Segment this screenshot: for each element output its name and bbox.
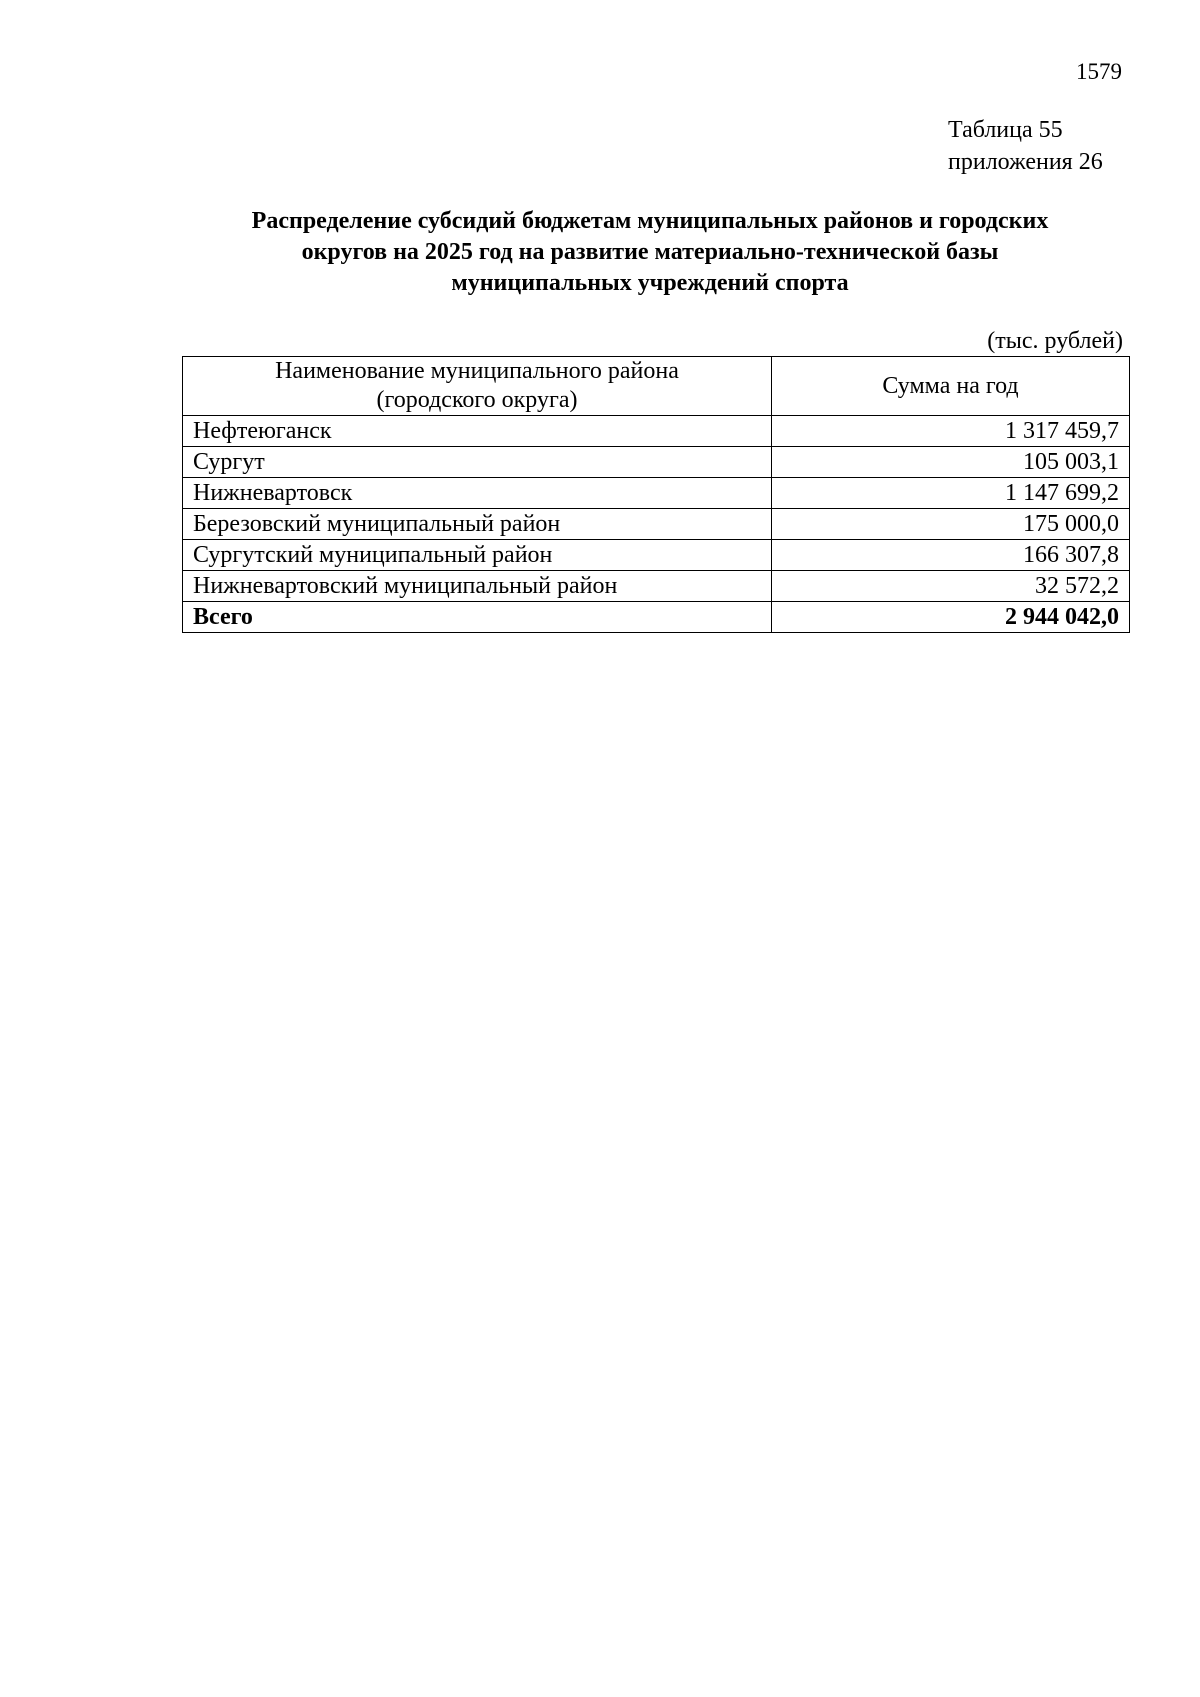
table-row <box>183 540 1130 571</box>
total-sum: 2 944 042,0 <box>772 602 1130 633</box>
table-row <box>183 478 1130 509</box>
row-sum: 1 317 459,7 <box>772 416 1130 447</box>
document-title-line-2: округов на 2025 год на развитие материально-технической базы <box>301 239 999 265</box>
row-name: Сургут <box>183 447 772 478</box>
row-sum: 1 147 699,2 <box>772 478 1130 509</box>
row-sum: 32 572,2 <box>772 571 1130 602</box>
header-sum: Сумма на год <box>772 357 1130 416</box>
row-name: Нижневартовск <box>183 478 772 509</box>
table-row <box>183 571 1130 602</box>
document-title-line-1: Распределение субсидий бюджетам муниципальных районов и городских <box>251 208 1049 234</box>
table-total-row <box>183 602 1130 633</box>
table-row <box>183 509 1130 540</box>
row-sum: 105 003,1 <box>772 447 1130 478</box>
table-reference-line-2: приложения 26 <box>948 149 1103 175</box>
row-sum: 166 307,8 <box>772 540 1130 571</box>
table-row <box>183 447 1130 478</box>
row-name: Сургутский муниципальный район <box>183 540 772 571</box>
units-label: (тыс. рублей) <box>987 328 1123 354</box>
table-reference-line-1: Таблица 55 <box>948 117 1063 143</box>
document-title <box>180 206 1120 299</box>
row-sum: 175 000,0 <box>772 509 1130 540</box>
table-header-row <box>183 357 1130 416</box>
page-number: 1579 <box>1076 59 1122 84</box>
header-name-line-1: Наименование муниципального района <box>275 358 679 384</box>
table-row <box>183 416 1130 447</box>
total-label: Всего <box>183 602 772 633</box>
table-reference <box>948 114 1103 178</box>
header-municipality-name <box>183 357 772 416</box>
row-name: Нижневартовский муниципальный район <box>183 571 772 602</box>
document-title-line-3: муниципальных учреждений спорта <box>451 270 849 296</box>
row-name: Березовский муниципальный район <box>183 509 772 540</box>
row-name: Нефтеюганск <box>183 416 772 447</box>
subsidy-table <box>182 356 1130 633</box>
header-name-line-2: (городского округа) <box>376 387 578 413</box>
